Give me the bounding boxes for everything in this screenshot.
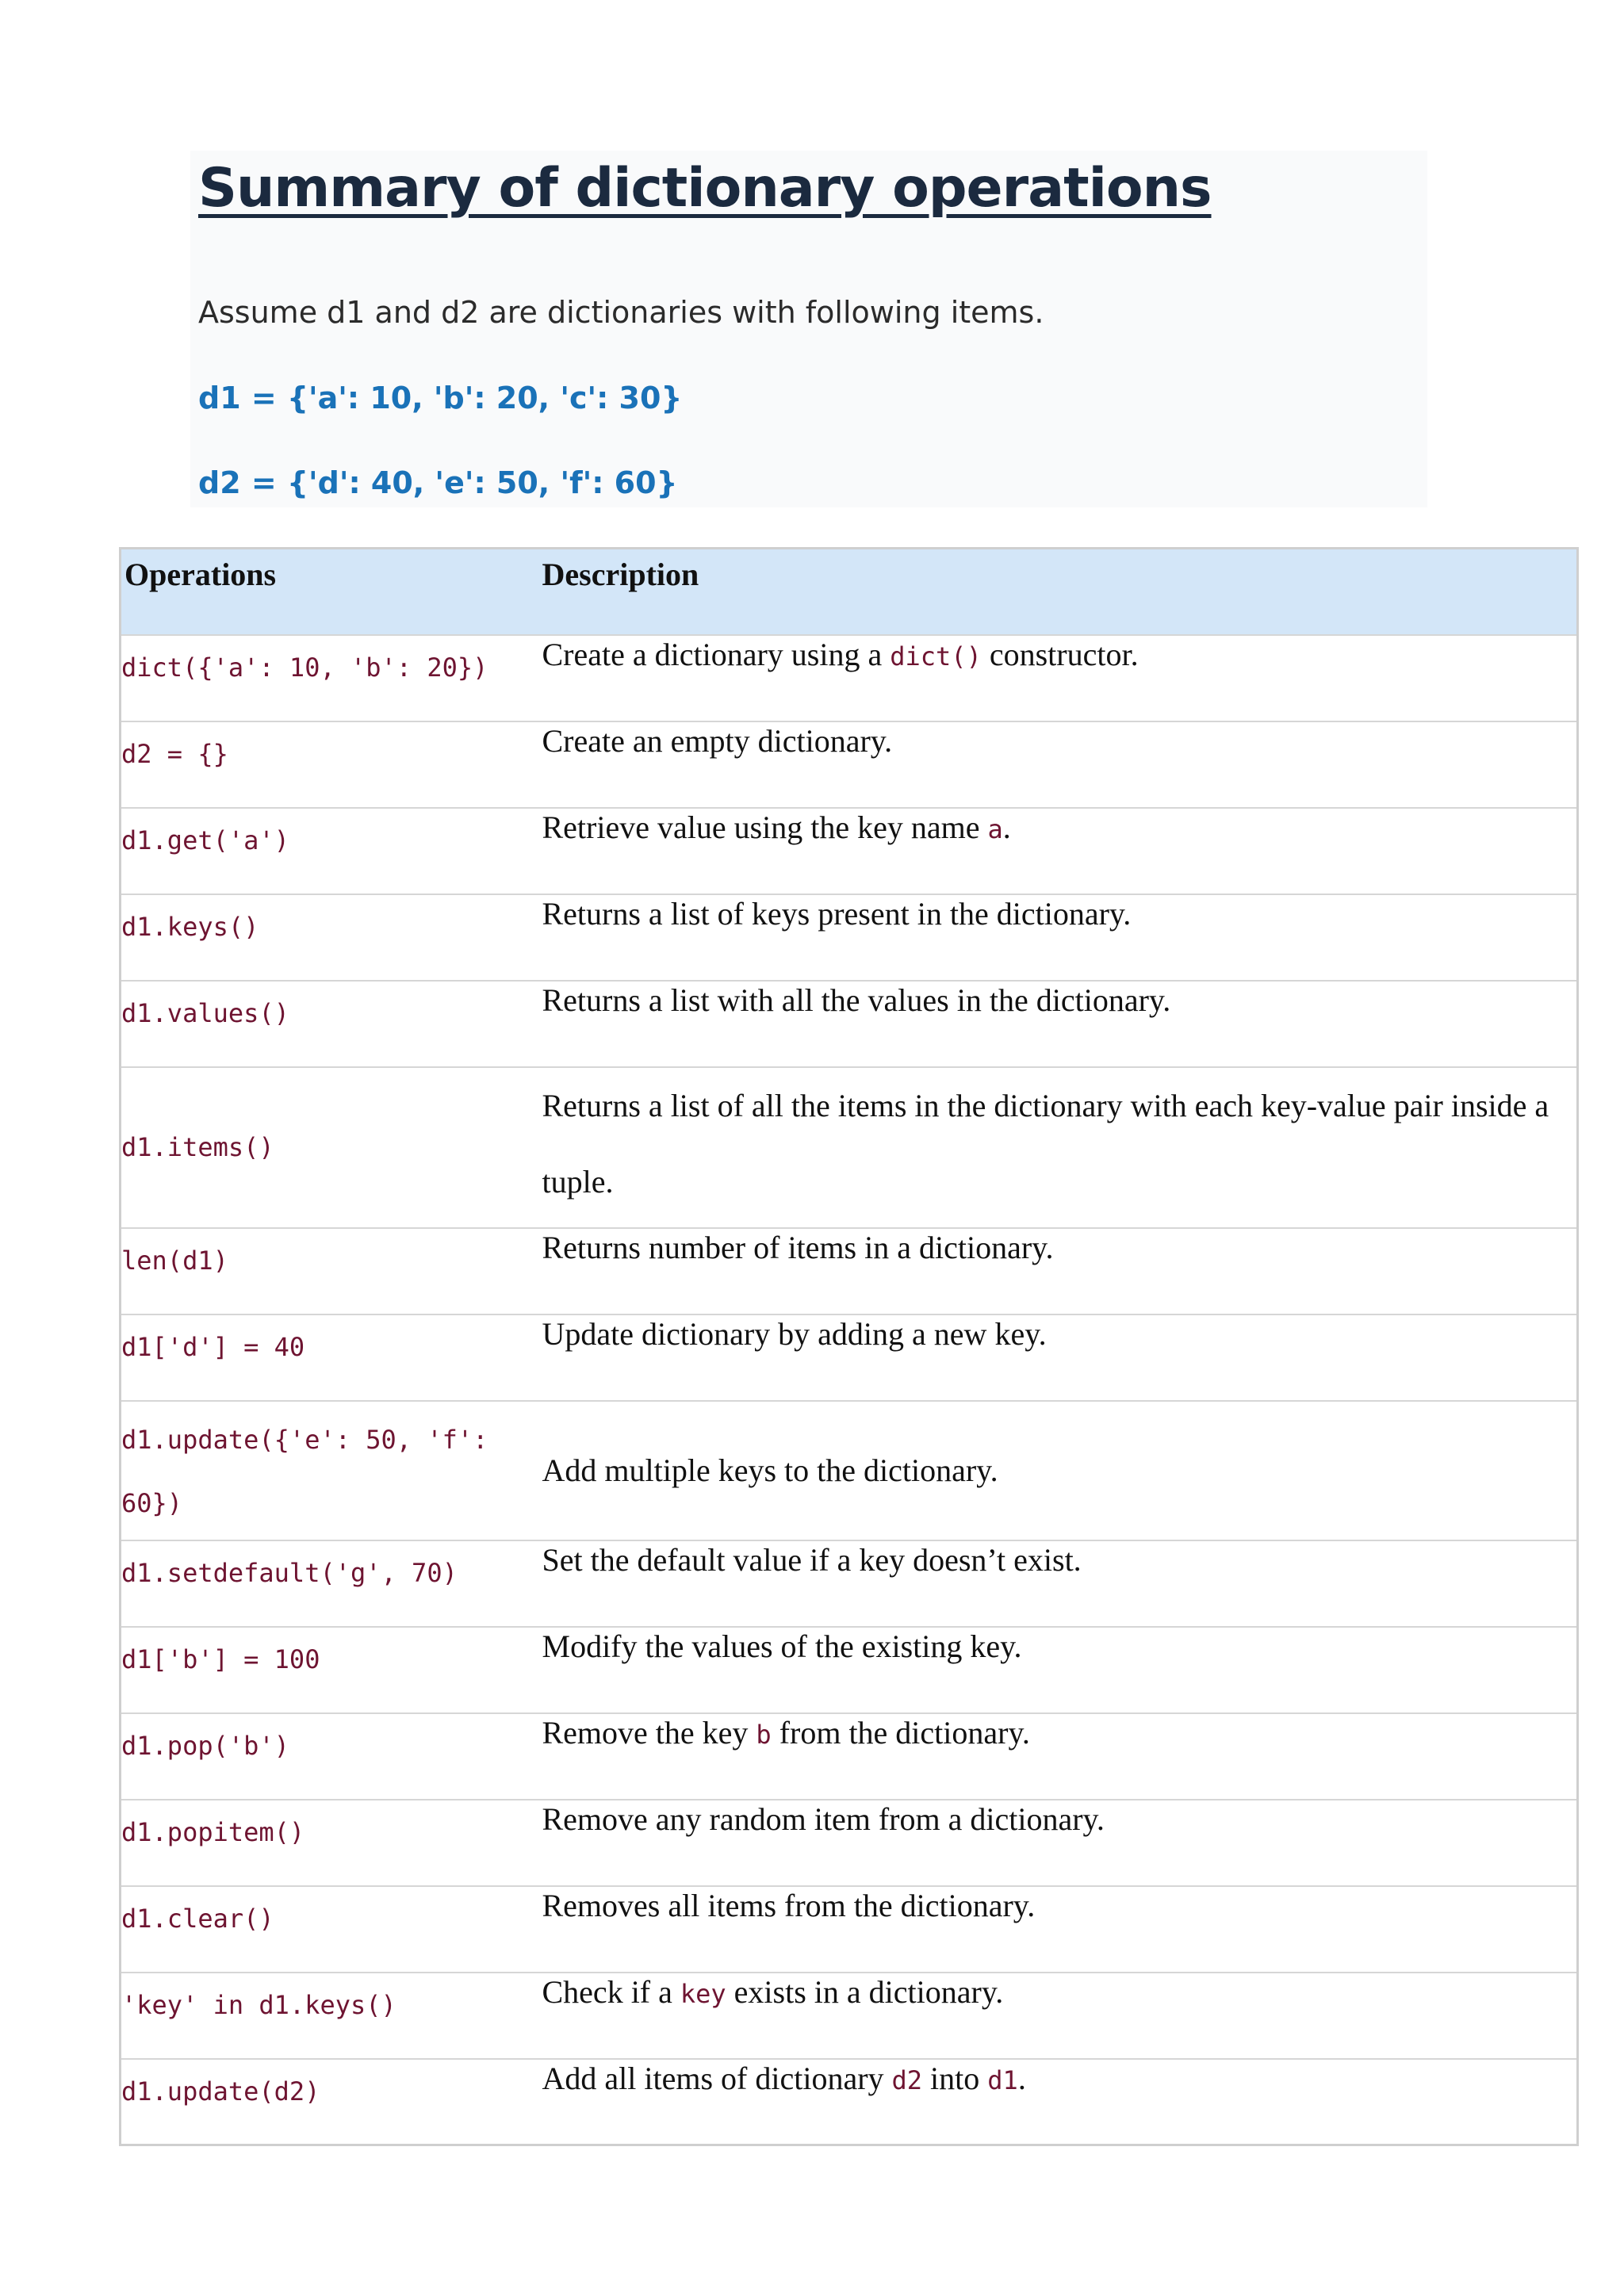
description-cell: Create a dictionary using a dict() constructor. xyxy=(542,635,1578,721)
operation-cell: d1.setdefault('g', 70) xyxy=(121,1540,542,1627)
operation-cell: len(d1) xyxy=(121,1228,542,1314)
inline-code: d2 xyxy=(891,2064,923,2095)
operation-cell: d1.update(d2) xyxy=(121,2059,542,2145)
table-row xyxy=(121,1800,1578,1886)
description-cell: Check if a key exists in a dictionary. xyxy=(542,1973,1578,2059)
description-cell: Removes all items from the dictionary. xyxy=(542,1886,1578,1973)
description-cell: Modify the values of the existing key. xyxy=(542,1627,1578,1713)
description-cell: Remove any random item from a dictionary. xyxy=(542,1800,1578,1886)
description-cell: Returns a list with all the values in the dictionary. xyxy=(542,981,1578,1067)
operation-cell: d1.get('a') xyxy=(121,808,542,894)
inline-code: b xyxy=(756,1719,772,1750)
inline-code: a xyxy=(987,813,1003,844)
operation-cell: d2 = {} xyxy=(121,721,542,808)
page-title: Summary of dictionary operations xyxy=(198,157,1212,220)
operation-cell: d1.clear() xyxy=(121,1886,542,1973)
table-row xyxy=(121,1314,1578,1401)
table-row xyxy=(121,721,1578,808)
table-row xyxy=(121,635,1578,721)
operation-cell: d1.update({'e': 50, 'f': 60}) xyxy=(121,1401,542,1540)
header-operations: Operations xyxy=(121,549,542,635)
table-row xyxy=(121,1973,1578,2059)
table-row xyxy=(121,2059,1578,2145)
d1-definition: d1 = {'a': 10, 'b': 20, 'c': 30} xyxy=(198,381,683,415)
operation-cell: d1.keys() xyxy=(121,894,542,981)
table-row xyxy=(121,1067,1578,1228)
intro-text: Assume d1 and d2 are dictionaries with following items. xyxy=(198,295,1044,330)
description-cell: Returns a list of keys present in the dictionary. xyxy=(542,894,1578,981)
description-cell: Add all items of dictionary d2 into d1. xyxy=(542,2059,1578,2145)
description-cell: Returns number of items in a dictionary. xyxy=(542,1228,1578,1314)
operations-table xyxy=(119,547,1579,2146)
table-row xyxy=(121,1713,1578,1800)
table-row xyxy=(121,1627,1578,1713)
operation-cell: dict({'a': 10, 'b': 20}) xyxy=(121,635,542,721)
operation-cell: d1['b'] = 100 xyxy=(121,1627,542,1713)
description-cell: Set the default value if a key doesn’t exist. xyxy=(542,1540,1578,1627)
description-cell: Add multiple keys to the dictionary. xyxy=(542,1401,1578,1540)
table-row xyxy=(121,981,1578,1067)
operation-cell: 'key' in d1.keys() xyxy=(121,1973,542,2059)
table-header-row xyxy=(121,549,1578,635)
table-row xyxy=(121,1401,1578,1540)
description-cell: Create an empty dictionary. xyxy=(542,721,1578,808)
operation-cell: d1.popitem() xyxy=(121,1800,542,1886)
table-row xyxy=(121,808,1578,894)
description-cell: Update dictionary by adding a new key. xyxy=(542,1314,1578,1401)
table-row xyxy=(121,894,1578,981)
inline-code: key xyxy=(680,1978,726,2009)
table-row xyxy=(121,1886,1578,1973)
operation-cell: d1.values() xyxy=(121,981,542,1067)
table-row xyxy=(121,1228,1578,1314)
operation-cell: d1.items() xyxy=(121,1067,542,1228)
description-cell: Remove the key b from the dictionary. xyxy=(542,1713,1578,1800)
description-cell: Retrieve value using the key name a. xyxy=(542,808,1578,894)
operation-cell: d1.pop('b') xyxy=(121,1713,542,1800)
table-row xyxy=(121,1540,1578,1627)
d2-definition: d2 = {'d': 40, 'e': 50, 'f': 60} xyxy=(198,465,678,500)
inline-code: d1 xyxy=(987,2064,1018,2095)
operation-cell: d1['d'] = 40 xyxy=(121,1314,542,1401)
header-description: Description xyxy=(542,549,1578,635)
description-cell: Returns a list of all the items in the dictionary with each key-value pair inside a tuple. xyxy=(542,1067,1578,1228)
inline-code: dict() xyxy=(890,641,982,672)
